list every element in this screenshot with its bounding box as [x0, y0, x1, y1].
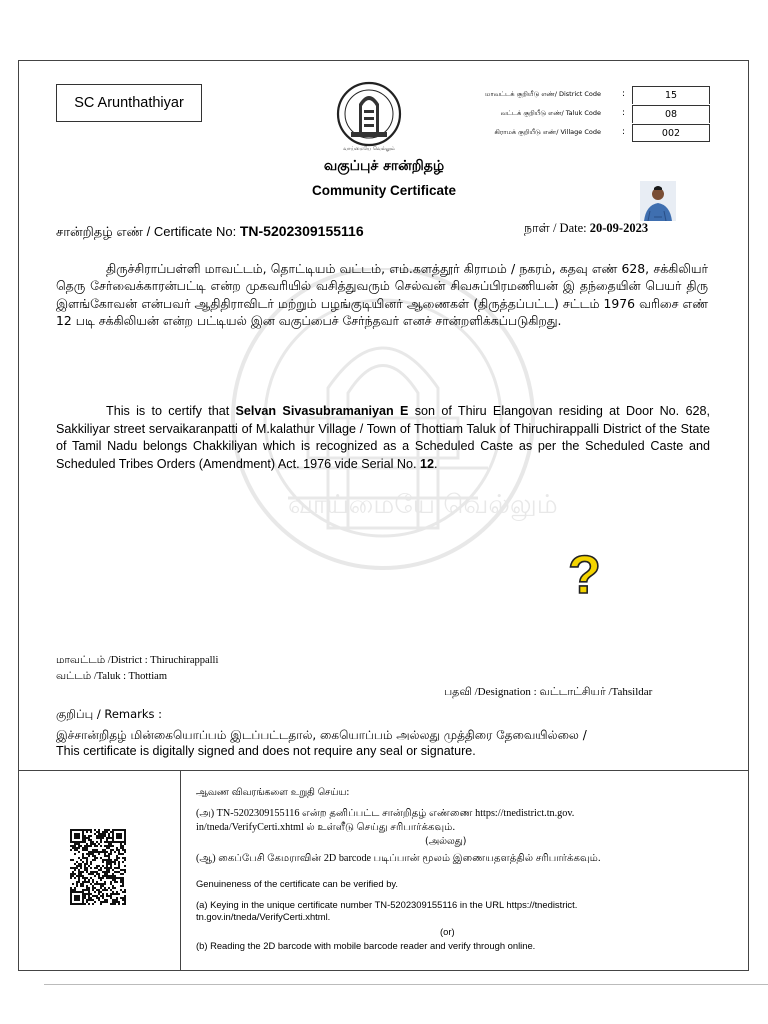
colon: :	[622, 127, 626, 137]
remark-tamil: இச்சான்றிதழ் மின்கையொப்பம் இடப்பட்டதால், கையொப்பம் அல்லது முத்திரை தேவையில்லை /	[56, 728, 587, 742]
applicant-photo	[640, 181, 676, 221]
svg-text:வாய்மையே வெல்லும்: வாய்மையே வெல்லும்	[343, 146, 395, 152]
village-code-value: 002	[632, 124, 710, 142]
code-table	[455, 86, 711, 143]
remarks-label: குறிப்பு / Remarks :	[56, 707, 163, 721]
taluk-code-label: வட்டக் குறியீடு எண்/ Taluk Code	[500, 109, 601, 117]
column-divider	[180, 770, 181, 970]
english-text-part: .	[434, 456, 438, 471]
district-line: மாவட்டம் /District : Thiruchirappalli	[56, 655, 219, 666]
page-bottom-rule	[44, 984, 768, 985]
colon: :	[622, 89, 626, 99]
title-tamil: வகுப்புச் சான்றிதழ்	[323, 158, 445, 174]
verify-option-b-english: (b) Reading the 2D barcode with mobile barcode reader and verify through online.	[196, 940, 536, 951]
section-divider	[18, 770, 749, 771]
english-certification-text	[56, 403, 710, 473]
verify-option-a-tamil-line1: (அ) TN-5202309155116 என்ற தனிப்பட்ட சான்றிதழ் எண்ணை https://tnedistrict.tn.gov.	[196, 808, 575, 819]
designation-line: பதவி /Designation : வட்டாட்சியர் /Tahsildar	[444, 686, 653, 698]
english-text-part: This is to certify that	[106, 404, 236, 418]
tamil-certification-text	[56, 260, 708, 329]
date-label: நாள் / Date:	[524, 221, 590, 235]
verify-or-tamil: (அல்லது)	[425, 836, 467, 847]
serial-number: 12	[420, 456, 435, 471]
verify-option-b-tamil: (ஆ) கைப்பேசி கேமராவின் 2D barcode படிப்பான் மூலம் இணையதளத்தில் சரிபார்க்கவும்.	[196, 853, 601, 864]
certificate-date: 20-09-2023	[589, 221, 649, 235]
taluk-line: வட்டம் /Taluk : Thottiam	[56, 671, 167, 682]
verify-option-a-english-line1: (a) Keying in the unique certificate number TN-5202309155116 in the URL https://tnedistrict.	[196, 899, 578, 910]
english-paragraph	[56, 403, 710, 473]
community-category-box	[56, 84, 202, 122]
community-category: SC Arunthathiyar	[74, 95, 184, 111]
village-code-label: கிராமக் குறியீடு எண்/ Village Code	[494, 128, 601, 136]
colon: :	[622, 108, 626, 118]
tamil-paragraph: திருச்சிராப்பள்ளி மாவட்டம், தொட்டியம் வட்டம், எம்.களத்தூர் கிராமம் / நகரம், கதவு எண் 628, சக்கிலியர் தெரு சேர்வைக்காரன்பட்டி என்ற முகவரியில் வசித்துவரும் செல்வன் சிவசுப்பிரமணியன் இ தந்தையின் பெயர் திரு இளங்கோவன் என்பவர் ஆதிதிராவிடர் மற்றும் பழங்குடியினர் ஆணைகள் (திருத்தப்பட்ட) சட்டம் 1976 வரிசை எண் 12 படி சக்கிலியன் என்ற பட்டியல் இன வகுப்பைச் சேர்ந்தவர் எனச் சான்றளிக்கப்படுகிறது.	[56, 261, 708, 328]
applicant-name: Selvan Sivasubramaniyan E	[235, 404, 409, 418]
taluk-code-row	[455, 105, 711, 124]
certificate-number-label: சான்றிதழ் எண் / Certificate No:	[56, 224, 240, 239]
verify-option-a-tamil-line2: in/tneda/VerifyCerti.xhtml ல் உள்ளீடு செய்து சரிபார்க்கவும்.	[196, 822, 456, 833]
english-text-part: son of Thiru Elangovan residing at Door No. 628, Sakkiliyar street servaikaranpatti of M.kalathur Village / Town of Thottiam Taluk of Thiruchirappalli District of the State of Tamil Nadu belongs Chakkiliyan which is recognized as a Scheduled Caste as per the Scheduled Caste and Scheduled Tribes Orders (Amendment) Act. 1976 vide Serial No.	[56, 404, 710, 471]
verify-or-english: (or)	[440, 926, 455, 937]
remark-english: This certificate is digitally signed and does not require any seal or signature.	[56, 744, 476, 758]
verify-heading-english: Genuineness of the certificate can be verified by.	[196, 878, 399, 889]
taluk-code-value: 08	[632, 105, 710, 123]
title-english: Community Certificate	[311, 183, 457, 198]
verify-option-a-english-line2: tn.gov.in/tneda/VerifyCerti.xhtml.	[196, 911, 331, 922]
district-code-value: 15	[632, 86, 710, 104]
village-code-row	[455, 124, 711, 143]
certificate-date-line	[524, 221, 648, 237]
verify-heading-tamil: ஆவண விவரங்களை உறுதி செய்ய:	[196, 787, 350, 798]
certificate-number-line	[56, 223, 364, 241]
district-code-row	[455, 86, 711, 105]
district-code-label: மாவட்டக் குறியீடு எண்/ District Code	[485, 90, 601, 98]
svg-text:வாய்மையே வெல்லும்: வாய்மையே வெல்லும்	[288, 490, 558, 520]
qr-code-icon	[70, 829, 126, 905]
question-mark-icon: ?	[568, 545, 601, 605]
tamil-nadu-emblem-icon	[333, 80, 405, 152]
certificate-number: TN-5202309155116	[239, 223, 364, 239]
